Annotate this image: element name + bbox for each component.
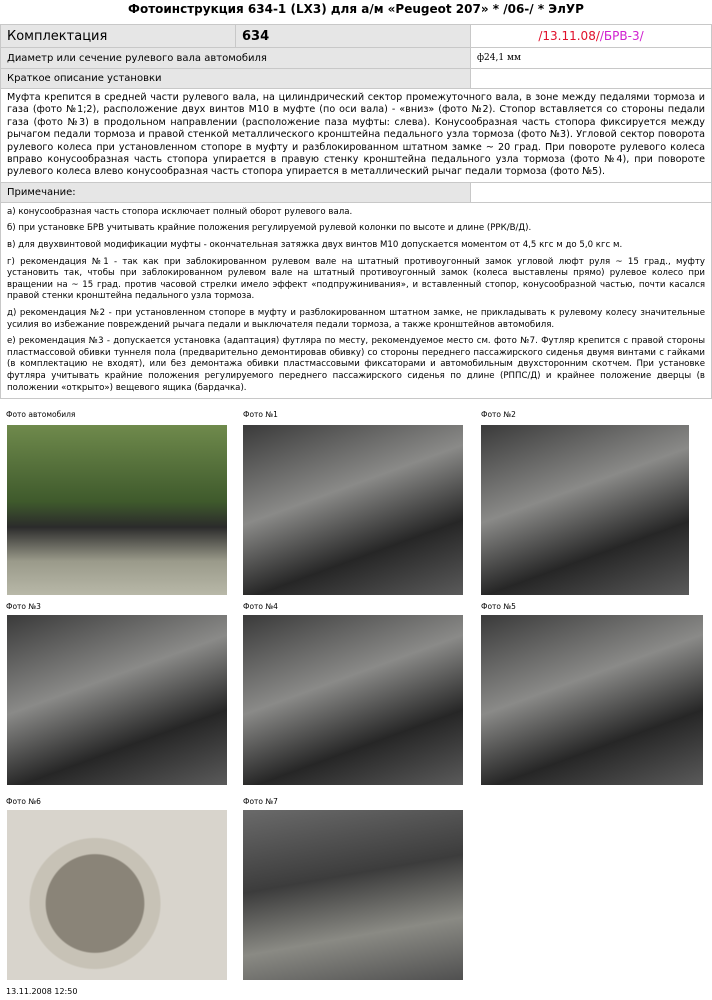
note-item: б) при установке БРВ учитывать крайние положения регулируемой рулевой колонки по высоте и длине (РРК/В/Д). — [7, 223, 532, 234]
page-title: Фотоинструкция 634-1 (LX3) для а/м «Peugeot 207» * /06-/ * ЭлУР — [128, 2, 584, 16]
short-desc-label: Краткое описание установки — [1, 69, 471, 89]
photo-caption: Фото №6 — [6, 797, 41, 806]
photo-caption: Фото №2 — [481, 410, 516, 419]
photo-caption: Фото №5 — [481, 602, 516, 611]
info-table — [0, 24, 712, 399]
note-item: в) для двухвинтовой модификации муфты - окончательная затяжка двух винтов М10 допускается моментом от 4,5 кгс м до 5,0 кгс м. — [7, 240, 623, 251]
date-text: /13.11.08/ — [538, 29, 600, 43]
note-label: Примечание: — [1, 182, 471, 202]
diameter-value: ф24,1 мм — [471, 48, 712, 69]
note-item: г) рекомендация №1 - так как при заблокированном рулевом вале на штатный противоугонный замок угловой люфт руля ~ 15 град., муфту установить так, чтобы при заблокированном рулевом вале на штатный противоугонный замок (колеса выставлены прямо) рулевое колесо при вращении на ~ 15 град. против часовой стрелки имело эффект «подпружинивания», и вставленный стопор, конусообразной частью, почти касался правой стенки кронштейна педального узла тормоза. — [7, 256, 705, 302]
photo-5 — [481, 615, 703, 785]
diameter-label: Диаметр или сечение рулевого вала автомобиля — [1, 48, 471, 69]
photo-2 — [481, 425, 689, 595]
photo-caption: Фото №3 — [6, 602, 41, 611]
photo-caption: Фото автомобиля — [6, 410, 76, 419]
photo-caption: Фото №4 — [243, 602, 278, 611]
footer-timestamp: 13.11.2008 12:50 — [6, 987, 78, 996]
brv-text: /БРВ-3/ — [599, 29, 644, 43]
photo-6 — [7, 810, 227, 980]
note-item: е) рекомендация №3 - допускается установка (адаптация) футляра по месту, рекомендуемое место см. фото №7. Футляр крепится с правой стороны пластмассовой обивки туннеля пола (предварительно демонтировав обивку) со стороны переднего пассажирского сиденья двумя винтами с гайками (в комплектацию не входят), или без демонтажа обивки пластмассовыми фиксаторами и автомобильным двухсторонним скотчем. При установке футляра учитывать крайние положения регулируемого переднего пассажирского сиденья по длине (РППС/Д) и крайнее положение дверцы (в положении «открыто») вещевого ящика (бардачка). — [7, 336, 705, 393]
note-item: д) рекомендация №2 - при установленном стопоре в муфту и разблокированном штатном замке, не прикладывать к рулевому колесу значительные усилия во избежание повреждений рычага педали и выключателя педали тормоза, а также кронштейнов автомобиля. — [7, 308, 705, 330]
kit-date — [471, 25, 712, 48]
photo-caption: Фото №7 — [243, 797, 278, 806]
note-item: а) конусообразная часть стопора исключает полный оборот рулевого вала. — [7, 206, 353, 217]
photo-caption: Фото №1 — [243, 410, 278, 419]
photo-4 — [243, 615, 463, 785]
photo-3 — [7, 615, 227, 785]
kit-label: Комплектация — [1, 25, 236, 48]
photo-7 — [243, 810, 463, 980]
photo-1 — [243, 425, 463, 595]
description: Муфта крепится в средней части рулевого вала, на цилиндрический сектор промежуточного вала, в зоне между педалями тормоза и газа (фото №1;2), расположение двух винтов М10 в муфте (по оси вала) - «вниз» (фото №2). Стопор вставляется со стороны педали газа (фото №3) в продольном направлении (расположение паза муфты: слева). Конусообразная часть стопора фиксируется между рычагом педали тормоза и правой стенкой металлического кронштейна педального узла тормоза (фото №3). Угловой сектор поворота рулевого колеса при установленном стопоре в муфту и разблокированном штатном замке ~ 20 град. При повороте рулевого колеса вправо конусообразная часть стопора упирается в правую стенку кронштейна педального узла тормоза (фото №4), при повороте рулевого колеса влево конусообразная часть стопора упирается в металлический рычаг педали тормоза (фото №5). — [1, 89, 712, 183]
notes — [1, 202, 712, 398]
car-photo — [7, 425, 227, 595]
kit-value: 634 — [236, 25, 471, 48]
